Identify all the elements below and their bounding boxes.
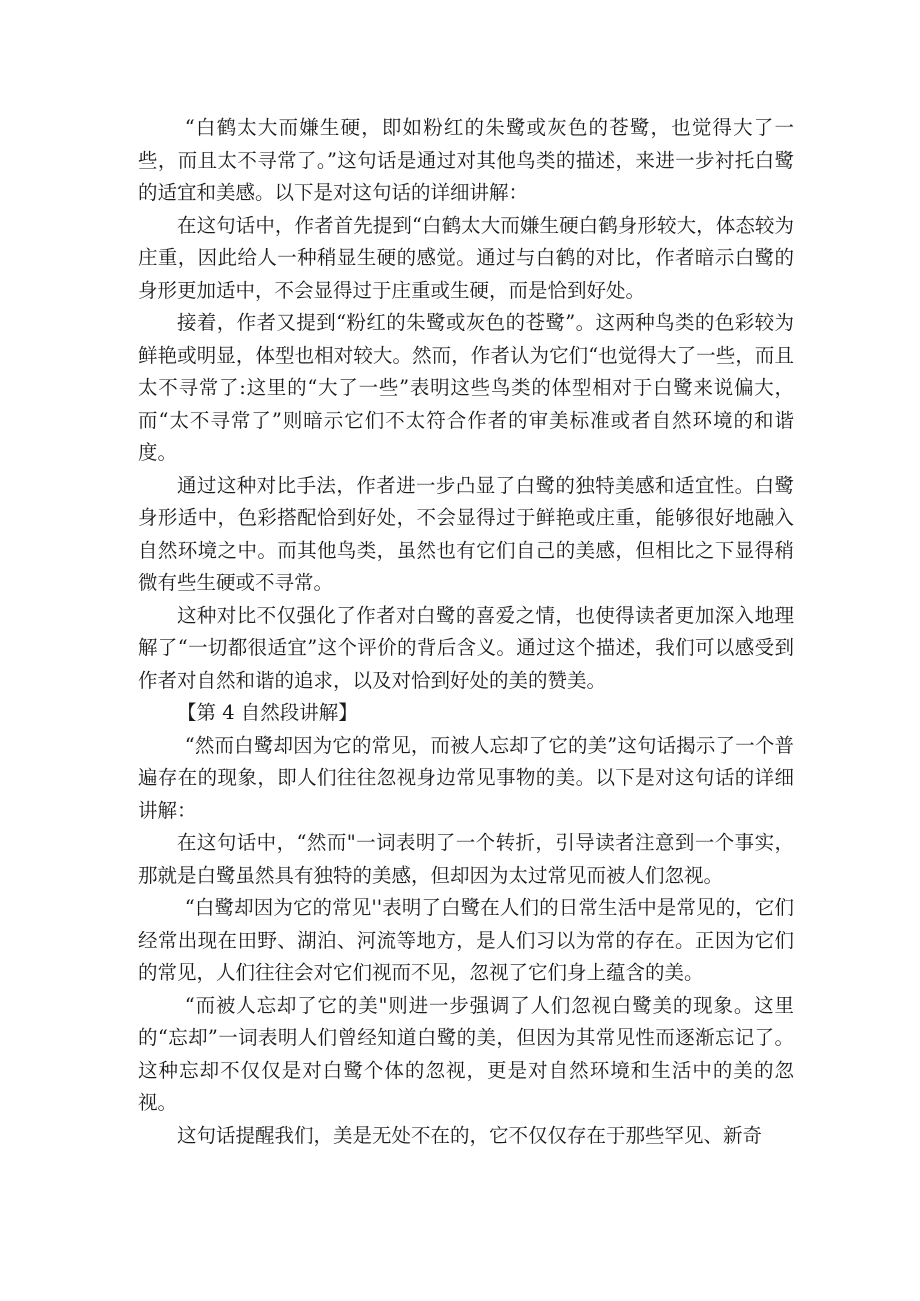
- paragraph-contrast-meaning: 这种对比不仅强化了作者对白鹭的喜爱之情，也使得读者更加深入地理解了“一切都很适宜”这个评价的背后含义。通过这个描述，我们可以感受到作者对自然和谐的追求，以及对恰到好处的美的赞美。: [138, 603, 794, 692]
- paragraph-however-analysis: 在这句话中，“然而"一词表明了一个转折，引导读者注意到一个事实，那就是白鹭虽然具有独特的美感，但却因为太过常见而被人们忽视。: [138, 831, 794, 887]
- paragraph-forgotten-analysis: “而被人忘却了它的美"则进一步强调了人们忽视白鹭美的现象。这里的“忘却”一词表明人们曾经知道白鹭的美，但因为其常见性而逐渐忘记了。这种忘却不仅仅是对白鹭个体的忽视，更是对自然环境和生活中的美的忽视。: [138, 993, 794, 1114]
- paragraph-contrast-technique: 通过这种对比手法，作者进一步凸显了白鹭的独特美感和适宜性。白鹭身形适中，色彩搭配恰到好处，不会显得过于鲜艳或庄重，能够很好地融入自然环境之中。而其他鸟类，虽然也有它们自己的美感，但相比之下显得稍微有些生硬或不寻常。: [138, 473, 794, 594]
- section-heading-paragraph-4: 【第 4 自然段讲解】: [177, 701, 358, 724]
- paragraph-crane-analysis: 在这句话中，作者首先提到“白鹤太大而嫌生硬白鹤身形较大，体态较为庄重，因此给人一种稍显生硬的感觉。通过与白鹤的对比，作者暗示白鹭的身形更加适中，不会显得过于庄重或生硬，而是恰到好处。: [138, 213, 794, 302]
- paragraph-quote-commonness: “然而白鹭却因为它的常见，而被人忘却了它的美”这句话揭示了一个普遍存在的现象，即人们往往忽视身边常见事物的美。以下是对这句话的详细讲解：: [138, 733, 794, 822]
- paragraph-quote-white-crane: “白鹤太大而嫌生硬，即如粉红的朱鹭或灰色的苍鹭，也觉得大了一些，而且太不寻常了。”这句话是通过对其他鸟类的描述，来进一步衬托白鹭的适宜和美感。以下是对这句话的详细讲解：: [138, 116, 794, 204]
- paragraph-ibis-heron-analysis: 接着，作者又提到“粉红的朱鹭或灰色的苍鹭”。这两种鸟类的色彩较为鲜艳或明显，体型也相对较大。然而，作者认为它们“也觉得大了一些，而且太不寻常了:这里的“大了一些”表明这些鸟类的体型相对于白鹭来说偏大，而“太不寻常了”则暗示它们不太符合作者的审美标准或者自然环境的和谐度。: [138, 311, 794, 464]
- paragraph-common-analysis: “白鹭却因为它的常见''表明了白鹭在人们的日常生活中是常见的，它们经常出现在田野、湖泊、河流等地方，是人们习以为常的存在。正因为它们的常见，人们往往会对它们视而不见，忽视了它们身上蕴含的美。: [138, 896, 794, 984]
- paragraph-reminder: 这句话提醒我们，美是无处不在的，它不仅仅存在于那些罕见、新奇: [177, 1123, 763, 1147]
- document-body: [138, 112, 794, 1152]
